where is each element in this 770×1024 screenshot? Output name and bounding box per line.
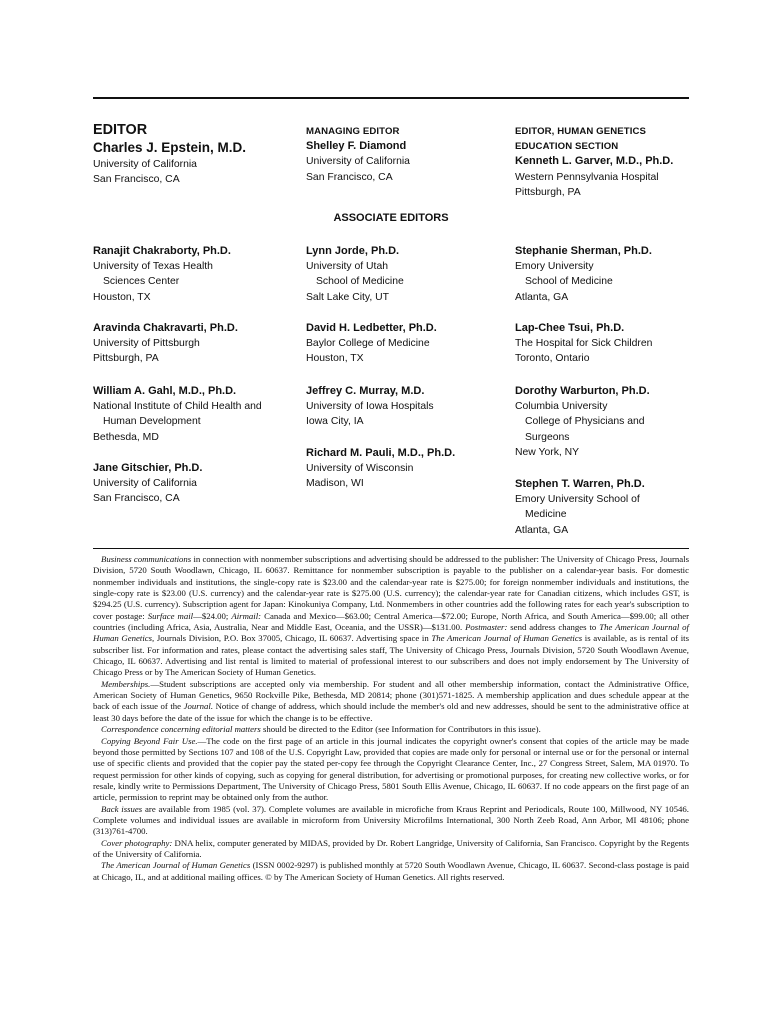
notice-label: Back issues [101, 803, 143, 814]
associate-editor-entry [306, 321, 516, 367]
notice-text: —$24.00; [193, 610, 232, 621]
associate-editor-entry [93, 461, 303, 507]
affiliation-line: The Hospital for Sick Children [515, 338, 653, 350]
notice-text: —The code on the first page of an article in this journal indicates the copyright owner's consent that copies of the article may be made beyond those permitted by Sections 107 and 108 of the U.S. Copyright Law, provided that copies are made only for personal or internal use or for the personal or internal use of specific clients and provided that the copier pay the stated per-copy fee through the Copyright Clearance Center, Inc., 27 Congress Street, Salem, MA 01970. To request permission for other kinds of copying, such as copying for general distribution, for advertising or promotional purposes, for creating new collective works, or for resale, kindly write to Permissions Department, The University of Chicago Press, 5801 South Ellis Avenue, Chicago, IL 60637. If no code appears on the first page of an article, permission to reprint may be obtained only from the author. [93, 735, 689, 803]
affiliation-line: National Institute of Child Health and [93, 401, 262, 413]
notice-label: Postmaster: [465, 622, 508, 633]
associate-editor-name: Aravinda Chakravarti, Ph.D. [93, 322, 238, 334]
affiliation-line: Human Development [103, 416, 201, 428]
location-line: Salt Lake City, UT [306, 291, 389, 303]
correspondence-paragraph [93, 724, 689, 735]
notice-text: Journals Division, P.O. Box 37005, Chicago, IL 60637. Advertising space in [154, 633, 432, 644]
location-line: Atlanta, GA [515, 291, 569, 303]
affiliation-line: College of Physicians and [525, 416, 645, 428]
associate-editor-entry [306, 384, 516, 430]
associate-editors-heading: ASSOCIATE EDITORS [333, 212, 449, 224]
managing-editor-affiliation: University of California [306, 156, 410, 168]
affiliation-line: Columbia University [515, 401, 608, 413]
managing-editor-role: MANAGING EDITOR [306, 126, 400, 137]
associate-editor-name: William A. Gahl, M.D., Ph.D. [93, 385, 237, 397]
associate-editor-entry [515, 321, 725, 367]
education-editor-block [515, 124, 705, 200]
journal-name: The American Journal of Human Genetics [101, 860, 251, 871]
notice-text: in connection with nonmember subscriptions and advertising should be addressed to the publisher: The University of Chicago Press, Journals Division, 5720 South Woodlawn, Chicago, IL 60637. Remittance for nonmember subscription is payable to the publisher on a calendar-year basis. For domestic nonmember individuals and institutions, the single-copy rate is $23.00 and the calendar-year rate is $275.00; for foreign nonmember individuals and institutions, the single-copy rate is $23.00 (U.S. currency) and the calendar-year rate is $275.00 (U.S. currency); the calendar-year rate for Canadian citizens, which includes GST, is $294.25 (U.S. currency). Subscription agent for Japan: Kinokuniya Company, Ltd. Nonmembers in other countries add the following rates for each year's subscription to cover postage: [93, 554, 690, 621]
associate-editor-name: Richard M. Pauli, M.D., Ph.D. [306, 447, 456, 459]
associate-editor-name: Stephen T. Warren, Ph.D. [515, 478, 645, 490]
associate-editor-entry [306, 244, 516, 305]
managing-editor-block [306, 124, 506, 185]
affiliation-line: School of Medicine [525, 276, 613, 288]
affiliation-line: University of Pittsburgh [93, 338, 200, 350]
notice-text: are available from 1985 (vol. 37). Complete volumes are available in microfiche from Kraus Reprint and Periodicals, Route 100, Millwood, NY 10546. Complete volumes and individual issues are available in microform from University Microfilms International, 300 North Zeeb Road, Ann Arbor, MI 48106; phone (313)761-4700. [93, 803, 689, 837]
location-line: Bethesda, MD [93, 431, 159, 443]
journal-name: The American Journal of Human Genetics [431, 633, 583, 644]
copying-paragraph [93, 736, 689, 804]
associate-editor-name: Dorothy Warburton, Ph.D. [515, 385, 650, 397]
affiliation-line: University of Texas Health [93, 261, 213, 273]
editor-location: San Francisco, CA [93, 174, 180, 186]
location-line: Madison, WI [306, 478, 364, 490]
associate-editor-entry [306, 446, 516, 492]
associate-editor-entry [515, 244, 725, 305]
location-line: Atlanta, GA [515, 524, 569, 536]
notice-label: Memberships. [101, 678, 151, 689]
associate-editor-name: Lap-Chee Tsui, Ph.D. [515, 322, 625, 334]
notice-label: Correspondence concerning editorial matters [101, 724, 261, 735]
notice-label: Copying Beyond Fair Use. [101, 735, 198, 746]
affiliation-line: School of Medicine [316, 276, 404, 288]
location-line: Iowa City, IA [306, 416, 364, 428]
affiliation-line: University of Iowa Hospitals [306, 401, 434, 413]
notice-label: Cover photography: [101, 837, 173, 848]
affiliation-line: University of Wisconsin [306, 463, 414, 475]
affiliation-line: Baylor College of Medicine [306, 338, 430, 350]
education-editor-role-line1: EDITOR, HUMAN GENETICS [515, 126, 647, 137]
managing-editor-name: Shelley F. Diamond [306, 140, 407, 153]
associate-editor-name: Ranajit Chakraborty, Ph.D. [93, 245, 231, 257]
location-line: Houston, TX [93, 291, 151, 303]
affiliation-line: Surgeons [525, 431, 570, 443]
notice-text: is available, as is rental of its subscriber list. For information and rates, please contact the advertising sales staff, The University of Chicago Press, Journals Division, 5720 South Woodlawn Avenue, Chicago, IL 60637. Advertising and list rental is limited to material of professional interest to our subscribers and does not imply endorsement by The University of Chicago Press or by The American Society of Human Genetics. [93, 633, 689, 678]
cover-photography-paragraph [93, 838, 689, 861]
affiliation-line: University of Utah [306, 261, 388, 273]
notice-text: (ISSN 0002-9297) is published monthly at 5720 South Woodlawn Avenue, Chicago, IL 60637. Second-class postage is paid at Chicago, IL, and at additional mailing offices. © by The American Society of Human Genetics. All rights reserved. [93, 860, 689, 882]
associate-editor-name: Stephanie Sherman, Ph.D. [515, 245, 652, 257]
location-line: New York, NY [515, 446, 580, 458]
location-line: Pittsburgh, PA [93, 353, 159, 365]
location-line: San Francisco, CA [93, 493, 180, 505]
location-line: Houston, TX [306, 353, 364, 365]
notice-text: Notice of change of address, which should include the member's old and new addresses, should be sent to the administrative office at least 30 days before the date of the issue for which the change is to be effective. [93, 701, 689, 723]
notice-label: Surface mail [147, 610, 194, 621]
editor-role: EDITOR [93, 122, 148, 138]
associate-editor-entry [93, 384, 303, 445]
top-rule [93, 97, 689, 99]
associate-editor-name: David H. Ledbetter, Ph.D. [306, 322, 437, 334]
memberships-paragraph [93, 679, 689, 724]
editor-affiliation: University of California [93, 159, 197, 170]
education-editor-role-line2: EDUCATION SECTION [515, 141, 619, 153]
back-issues-paragraph [93, 804, 689, 838]
notice-text: Canada and Mexico—$63.00; Central America—$72.00; Europe, North Africa, and South America—$99.00; all other countries (including Africa, Asia, Australia, Near and Middle East, Oceania, and the USSR)—$131.00. [93, 610, 689, 633]
affiliation-line: Sciences Center [103, 276, 180, 288]
affiliation-line: Emory University School of [515, 494, 640, 506]
editor-block [93, 121, 293, 187]
education-editor-name: Kenneth L. Garver, M.D., Ph.D. [515, 155, 674, 168]
business-label: Business communications [101, 554, 192, 564]
publication-paragraph [93, 860, 689, 883]
associate-editor-entry [515, 384, 725, 460]
associate-editor-entry [93, 244, 303, 305]
education-editor-affiliation: Western Pennsylvania Hospital [515, 171, 659, 183]
notice-text: send address changes to [507, 622, 600, 633]
associate-editor-name: Jeffrey C. Murray, M.D. [306, 385, 425, 397]
location-line: Toronto, Ontario [515, 353, 590, 365]
publisher-notices [93, 554, 689, 883]
associate-editor-name: Jane Gitschier, Ph.D. [93, 462, 203, 474]
affiliation-line: Emory University [515, 261, 594, 273]
notice-text: —Student subscriptions are accepted only via membership. For student and all other membership information, contact the Administrative Office, American Society of Human Genetics, 9650 Rockville Pike, Bethesda, MD 20814; phone (301)571-1825. A membership application and dues schedule appear at the back of each issue of the [93, 678, 689, 712]
associate-editor-entry [515, 477, 725, 538]
associate-editor-entry [93, 321, 303, 367]
editor-name: Charles J. Epstein, M.D. [93, 140, 247, 155]
journal-name: The American Journal of Human Genetics, [93, 622, 689, 644]
affiliation-line: University of California [93, 478, 197, 490]
notice-text: DNA helix, computer generated by MIDAS, provided by Dr. Robert Langridge, University of California, San Francisco. Copyright by the Regents of the University of California. [93, 837, 689, 859]
associate-editor-name: Lynn Jorde, Ph.D. [306, 245, 400, 257]
education-editor-location: Pittsburgh, PA [515, 186, 581, 198]
business-communications-paragraph [93, 554, 689, 679]
notices-rule [93, 548, 689, 549]
notice-text: should be directed to the Editor (see Information for Contributors in this issue). [260, 724, 541, 735]
affiliation-line: Medicine [525, 509, 567, 521]
journal-name: Journal. [183, 701, 214, 712]
managing-editor-location: San Francisco, CA [306, 171, 393, 183]
notice-label: Airmail: [231, 610, 262, 621]
